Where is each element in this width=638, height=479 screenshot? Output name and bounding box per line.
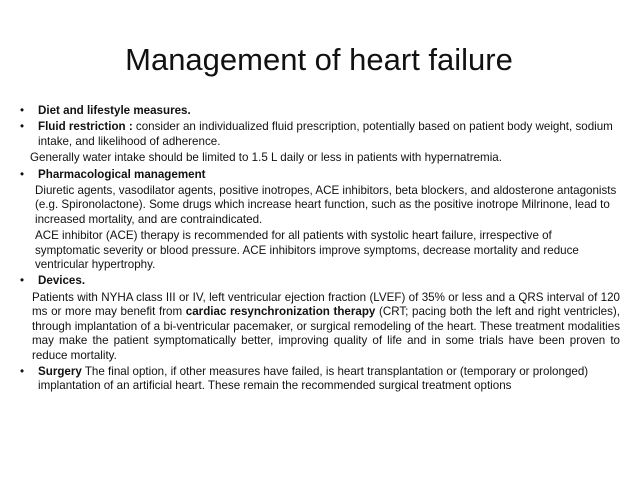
bullet-dot: • xyxy=(20,274,25,288)
slide-content xyxy=(20,104,620,396)
devices-text-2: (CRT; pacing both the left and right ventricles), through implantation of a bi-ventricular pacemaker, or surgical remodeling of the heart. These treatment modalities may make the patient symptomatically better, improving quality of life and in some trials have been proven to reduce mortality. xyxy=(32,305,620,362)
slide-title: Management of heart failure xyxy=(125,42,513,77)
bullet-dot: • xyxy=(20,364,25,378)
bullet-devices xyxy=(20,274,620,288)
bullet-fluid xyxy=(20,120,620,149)
bullet-dot: • xyxy=(20,104,25,117)
bullet-dot: • xyxy=(20,167,25,181)
devices-text xyxy=(20,291,620,363)
water-note: Generally water intake should be limited to 1.5 L daily or less in patients with hypernatremia. xyxy=(30,151,502,165)
fluid-label: Fluid restriction : xyxy=(38,120,133,134)
diet-label: Diet and lifestyle measures. xyxy=(38,104,191,117)
devices-text-1: Patients with NYHA class III or IV, left ventricular ejection fraction (LVEF) of 35% or less and a QRS interval of 120 ms or more may benefit from xyxy=(32,290,620,319)
bullet-diet xyxy=(20,104,620,118)
bullet-dot: • xyxy=(20,120,25,134)
surgery-label: Surgery xyxy=(38,364,82,378)
bullet-pharm xyxy=(20,168,620,182)
surgery-text: The final option, if other measures have failed, is heart transplantation or (temporary or prolonged) implantation of an artificial heart. These remain the recommended surgical treatment options xyxy=(38,364,589,393)
ace-text: ACE inhibitor (ACE) therapy is recommended for all patients with systolic heart failure, irrespective of symptomatic severity or blood pressure. ACE inhibitors improve symptoms, decrease mortality and reduce ventricular hypertrophy. xyxy=(35,229,579,272)
pharm-heading: Pharmacological management xyxy=(38,167,206,181)
bullet-surgery xyxy=(20,365,620,394)
fluid-text: consider an individualized fluid prescription, potentially based on patient body weight, sodium intake, and likelihood of adherence. xyxy=(38,120,613,148)
devices-heading: Devices. xyxy=(38,274,86,288)
crt-term: cardiac resynchronization therapy xyxy=(185,305,376,319)
pharm-text: Diuretic agents, vasodilator agents, positive inotropes, ACE inhibitors, beta blockers, and aldosterone antagonists (e.g. Spironolactone). Some drugs which increase heart function, such as the positive inotrope Milrinone, lead to increased mortality, and are contraindicated. xyxy=(35,184,617,226)
